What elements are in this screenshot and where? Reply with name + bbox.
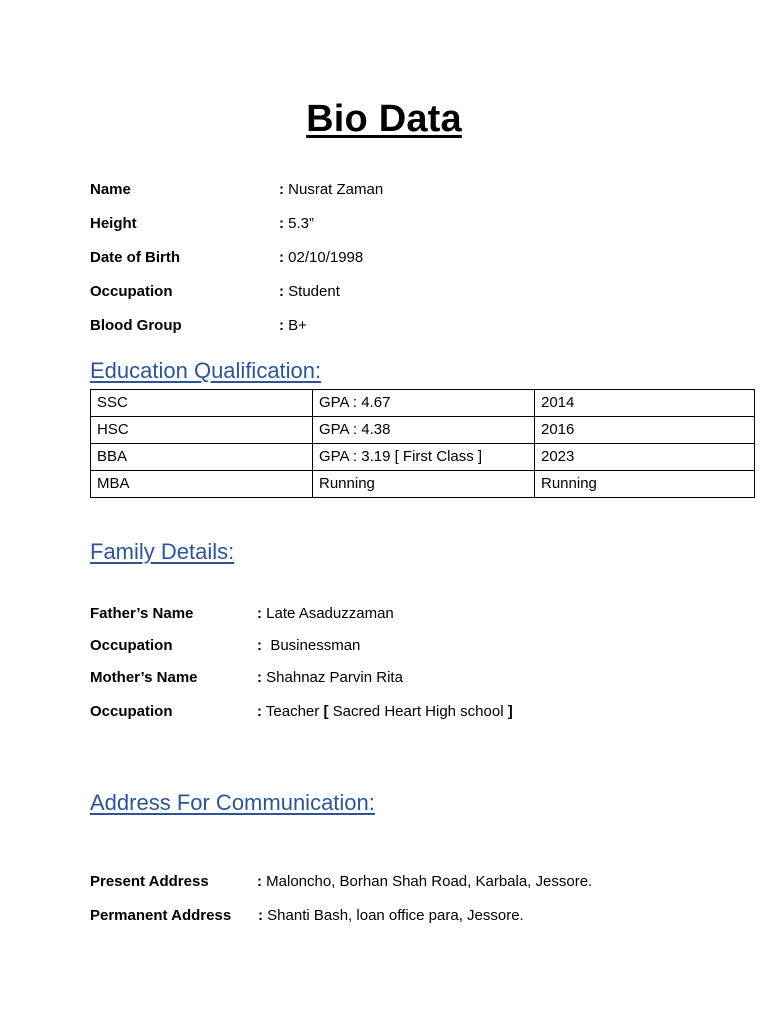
address-value (258, 906, 524, 926)
table-cell: Running (535, 471, 755, 498)
personal-value (279, 214, 314, 234)
family-value-text: Late Asaduzzaman (266, 605, 394, 622)
table-row (91, 390, 755, 417)
table-cell: HSC (91, 417, 313, 444)
address-heading: Address For Communication: (90, 790, 375, 815)
family-heading: Family Details: (90, 539, 235, 564)
table-cell: BBA (91, 444, 313, 471)
family-value (257, 604, 394, 624)
address-label: Permanent Address (90, 907, 232, 924)
personal-label: Height (90, 215, 137, 232)
personal-value-text: 02/10/1998 (288, 249, 364, 266)
personal-value-text: Student (288, 283, 340, 300)
table-cell: GPA : 4.67 (313, 390, 535, 417)
table-cell: Running (313, 471, 535, 498)
family-value-text: Teacher (265, 703, 324, 720)
family-value (257, 668, 403, 688)
colon: : (257, 703, 262, 720)
personal-value-text: Nusrat Zaman (288, 181, 384, 198)
colon: : (279, 215, 284, 232)
family-value (257, 702, 513, 722)
personal-value (279, 248, 363, 268)
table-row (91, 417, 755, 444)
document-title: Bio Data (306, 98, 462, 140)
personal-label: Name (90, 181, 131, 198)
table-cell: GPA : 4.38 (313, 417, 535, 444)
colon: : (279, 317, 284, 334)
personal-value-text: 5.3” (288, 215, 315, 232)
bracket-close: ] (507, 703, 513, 720)
table-cell: MBA (91, 471, 313, 498)
colon: : (257, 637, 262, 654)
personal-value (279, 316, 307, 336)
address-value-text: Maloncho, Borhan Shah Road, Karbala, Jessore. (266, 873, 593, 890)
family-label: Occupation (90, 703, 173, 720)
table-cell: SSC (91, 390, 313, 417)
personal-label: Occupation (90, 283, 173, 300)
family-label: Mother’s Name (90, 669, 198, 686)
table-cell: 2014 (535, 390, 755, 417)
colon: : (279, 249, 284, 266)
family-value-text: Shahnaz Parvin Rita (266, 669, 403, 686)
address-value-text: Shanti Bash, loan office para, Jessore. (267, 907, 524, 924)
table-row (91, 444, 755, 471)
address-label: Present Address (90, 873, 209, 890)
family-value (257, 636, 360, 656)
address-value (257, 872, 592, 892)
education-heading: Education Qualification: (90, 358, 322, 383)
table-cell: 2023 (535, 444, 755, 471)
family-value-text: Businessman (266, 637, 361, 654)
table-row (91, 471, 755, 498)
personal-label: Blood Group (90, 317, 182, 334)
colon: : (257, 605, 262, 622)
personal-value (279, 282, 340, 302)
table-cell: GPA : 3.19 [ First Class ] (313, 444, 535, 471)
personal-value-text: B+ (288, 317, 307, 334)
colon: : (279, 181, 284, 198)
family-value-inner: Sacred Heart High school (328, 703, 508, 720)
personal-value (279, 180, 383, 200)
colon: : (257, 669, 262, 686)
colon: : (257, 873, 262, 890)
personal-label: Date of Birth (90, 249, 180, 266)
table-cell: 2016 (535, 417, 755, 444)
family-label: Occupation (90, 637, 173, 654)
colon: : (258, 907, 263, 924)
bracket-open: [ (323, 703, 329, 720)
family-label: Father’s Name (90, 605, 194, 622)
education-table (90, 389, 755, 498)
colon: : (279, 283, 284, 300)
